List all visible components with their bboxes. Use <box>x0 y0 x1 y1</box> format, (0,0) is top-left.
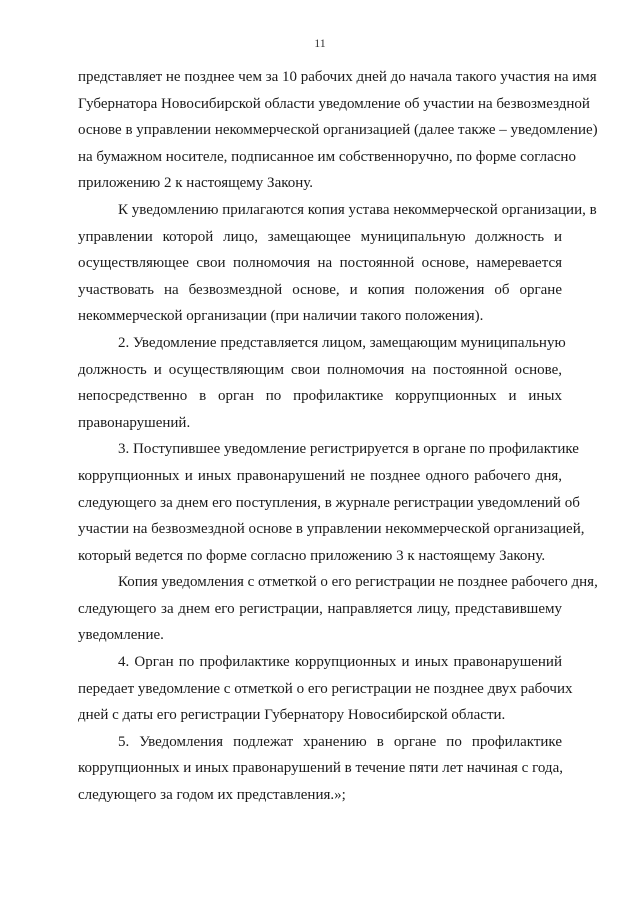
text-line: 5. Уведомления подлежат хранению в органе по профилактике <box>118 733 562 750</box>
page-number: 11 <box>314 36 326 50</box>
text-line: представляет не позднее чем за 10 рабочих дней до начала такого участия на имя <box>78 69 597 85</box>
text-line: должность и осуществляющим свои полномочия на постоянной основе, <box>78 361 562 378</box>
text-line: правонарушений. <box>78 414 191 431</box>
text-line: 3. Поступившее уведомление регистрируется в органе по профилактике <box>118 441 579 458</box>
text-line: некоммерческой организации (при наличии такого положения). <box>78 308 484 325</box>
text-line: основе в управлении некоммерческой организацией (далее также – уведомление) <box>78 122 598 139</box>
paragraph <box>78 330 566 436</box>
text-line: коррупционных и иных правонарушений в течение пяти лет начиная с года, <box>78 760 563 777</box>
text-line: Копия уведомления с отметкой о его регистрации не позднее рабочего дня, <box>118 574 598 591</box>
text-line: Губернатора Новосибирской области уведомление об участии на безвозмездной <box>78 95 590 112</box>
paragraph <box>78 197 597 330</box>
text-line: уведомление. <box>78 627 164 644</box>
paragraph <box>78 436 585 569</box>
text-line: управлении которой лицо, замещающее муниципальную должность и <box>78 228 562 245</box>
paragraph <box>78 729 562 809</box>
text-line: коррупционных и иных правонарушений не позднее одного рабочего дня, <box>78 467 562 484</box>
text-line: который ведется по форме согласно приложению 3 к настоящему Закону. <box>78 547 546 564</box>
text-line: осуществляющее свои полномочия на постоянной основе, намеревается <box>78 255 562 272</box>
paragraph <box>78 569 598 649</box>
text-line: на бумажном носителе, подписанное им собственноручно, по форме согласно <box>78 148 576 165</box>
text-line: приложению 2 к настоящему Закону. <box>78 175 314 192</box>
document-body <box>78 64 598 809</box>
text-line: 2. Уведомление представляется лицом, замещающим муниципальную <box>118 334 566 351</box>
paragraph <box>78 649 573 729</box>
text-line: следующего за годом их представления.»; <box>78 787 346 804</box>
text-line: 4. Орган по профилактике коррупционных и иных правонарушений <box>118 654 562 671</box>
text-line: дней с даты его регистрации Губернатору Новосибирской области. <box>78 707 506 724</box>
text-line: следующего за днем его поступления, в журнале регистрации уведомлений об <box>78 494 580 511</box>
text-line: участии на безвозмездной основе в управлении некоммерческой организацией, <box>78 521 585 538</box>
paragraph <box>78 64 598 197</box>
text-line: передает уведомление с отметкой о его регистрации не позднее двух рабочих <box>78 680 573 697</box>
text-line: участвовать на безвозмездной основе, и копия положения об органе <box>78 281 562 298</box>
text-line: следующего за днем его регистрации, направляется лицу, представившему <box>78 600 562 617</box>
text-line: непосредственно в орган по профилактике коррупционных и иных <box>78 388 562 405</box>
text-line: К уведомлению прилагаются копия устава некоммерческой организации, в <box>118 201 597 218</box>
